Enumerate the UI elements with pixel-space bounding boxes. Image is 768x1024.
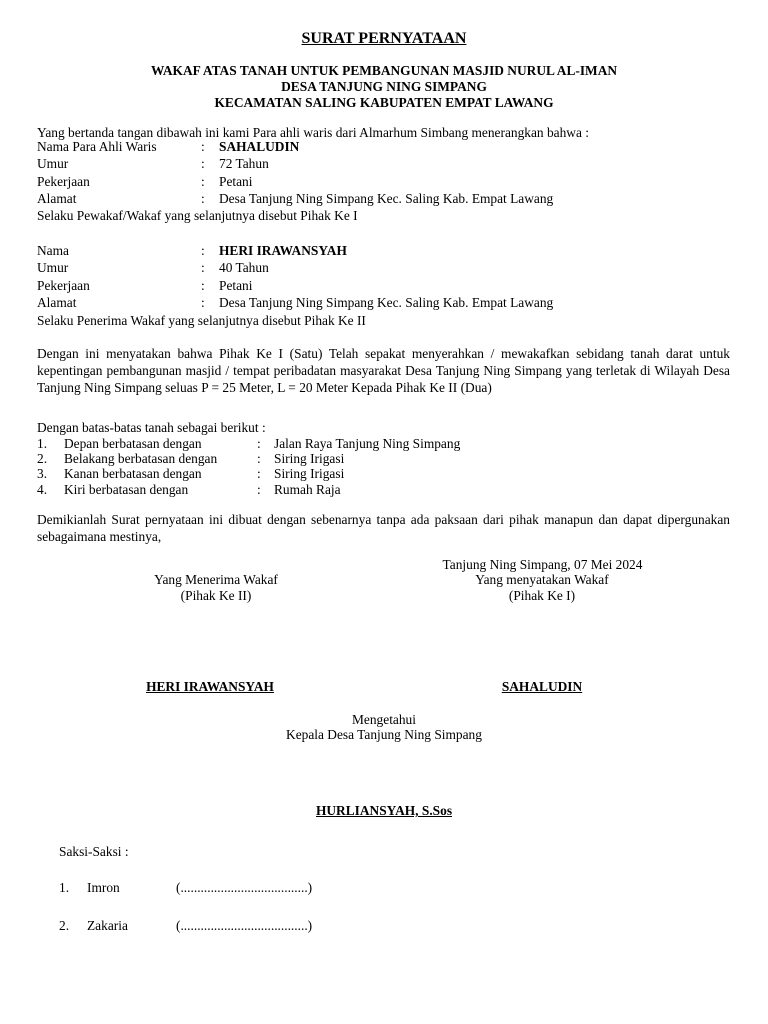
left-signature-name: HERI IRAWANSYAH (146, 679, 274, 694)
intro-text: Yang bertanda tangan dibawah ini kami Para ahli waris dari Almarhum Simbang menerangkan bahwa : (37, 125, 589, 140)
field-label: Alamat (37, 191, 77, 206)
field-colon: : (201, 139, 205, 154)
boundary-value: Siring Irigasi (274, 451, 345, 466)
subtitle-line-1: WAKAF ATAS TANAH UNTUK PEMBANGUNAN MASJID NURUL AL-IMAN (150, 63, 618, 78)
boundary-number: 2. (37, 451, 48, 466)
witness-number: 2. (59, 918, 70, 933)
field-label: Pekerjaan (37, 174, 90, 189)
pihak2-note: Selaku Penerima Wakaf yang selanjutnya disebut Pihak Ke II (37, 313, 366, 328)
boundary-value: Rumah Raja (274, 482, 341, 497)
village-head-name: HURLIANSYAH, S.Sos (315, 803, 453, 818)
pihak2-row-job (37, 277, 737, 294)
place-date: Tanjung Ning Simpang, 07 Mei 2024 (442, 557, 643, 572)
witness-signature-line: (......................................) (176, 880, 313, 895)
field-value: Desa Tanjung Ning Simpang Kec. Saling Kab. Empat Lawang (219, 295, 554, 310)
boundary-colon: : (257, 466, 261, 481)
pihak1-note: Selaku Pewakaf/Wakaf yang selanjutnya disebut Pihak Ke I (37, 208, 358, 223)
subtitle-line-2: DESA TANJUNG NING SIMPANG (281, 79, 487, 94)
field-label: Nama (37, 243, 69, 258)
witness-number: 1. (59, 880, 70, 895)
right-signature-role: Yang menyatakan Wakaf (475, 572, 609, 587)
closing-paragraph: Demikianlah Surat pernyataan ini dibuat dengan sebenarnya tanpa ada paksaan dari pihak manapun dan dapat dipergunakan sebagaimana mestinya, (37, 512, 730, 545)
witness-signature-line: (......................................) (176, 918, 313, 933)
boundary-value: Jalan Raya Tanjung Ning Simpang (274, 436, 461, 451)
boundary-colon: : (257, 436, 261, 451)
field-value: 72 Tahun (219, 156, 269, 171)
boundary-label: Depan berbatasan dengan (64, 436, 202, 451)
pihak1-row-name (37, 138, 737, 155)
field-value: HERI IRAWANSYAH (219, 243, 347, 258)
pihak1-row-job (37, 173, 737, 190)
field-label: Pekerjaan (37, 278, 90, 293)
boundary-label: Belakang berbatasan dengan (64, 451, 218, 466)
field-colon: : (201, 278, 205, 293)
pihak1-row-age (37, 155, 737, 172)
witnesses-label: Saksi-Saksi : (59, 844, 129, 859)
field-value: SAHALUDIN (219, 139, 300, 154)
pihak1-row-address (37, 190, 737, 207)
field-label: Alamat (37, 295, 77, 310)
acknowledge-label: Mengetahui (352, 712, 416, 727)
boundaries-intro: Dengan batas-batas tanah sebagai berikut : (37, 420, 266, 435)
boundary-label: Kanan berbatasan dengan (64, 466, 202, 481)
pihak2-row-name (37, 242, 737, 259)
witness-name: Zakaria (87, 918, 128, 933)
right-signature-party: (Pihak Ke I) (508, 588, 576, 603)
subtitle-line-3: KECAMATAN SALING KABUPATEN EMPAT LAWANG (214, 95, 554, 110)
right-signature-name: SAHALUDIN (501, 679, 583, 694)
field-label: Umur (37, 156, 69, 171)
field-colon: : (201, 243, 205, 258)
boundary-item (37, 465, 737, 482)
boundary-item (37, 481, 737, 498)
field-colon: : (201, 174, 205, 189)
acknowledge-title: Kepala Desa Tanjung Ning Simpang (286, 727, 482, 742)
document-title: SURAT PERNYATAAN (301, 30, 467, 47)
field-colon: : (201, 191, 205, 206)
boundary-number: 4. (37, 482, 48, 497)
boundary-label: Kiri berbatasan dengan (64, 482, 189, 497)
field-label: Umur (37, 260, 69, 275)
boundary-colon: : (257, 482, 261, 497)
field-colon: : (201, 295, 205, 310)
field-value: Petani (219, 278, 253, 293)
boundary-value: Siring Irigasi (274, 466, 345, 481)
field-colon: : (201, 260, 205, 275)
left-signature-role: Yang Menerima Wakaf (154, 572, 278, 587)
field-value: 40 Tahun (219, 260, 269, 275)
pihak2-row-address (37, 294, 737, 311)
pihak2-row-age (37, 259, 737, 276)
boundary-colon: : (257, 451, 261, 466)
boundary-number: 3. (37, 466, 48, 481)
field-value: Petani (219, 174, 253, 189)
statement-paragraph: Dengan ini menyatakan bahwa Pihak Ke I (Satu) Telah sepakat menyerahkan / mewakafkan sebidang tanah darat untuk kepentingan pembangunan masjid / tempat peribadatan masyarakat Desa Tanjung Ning Simpang yang terletak di Wilayah Desa Tanjung Ning Simpang seluas P = 25 Meter, L = 20 Meter Kepada Pihak Ke II (Dua) (37, 346, 730, 396)
witness-name: Imron (87, 880, 120, 895)
field-label: Nama Para Ahli Waris (37, 139, 157, 154)
field-colon: : (201, 156, 205, 171)
field-value: Desa Tanjung Ning Simpang Kec. Saling Kab. Empat Lawang (219, 191, 554, 206)
boundary-number: 1. (37, 436, 48, 451)
left-signature-party: (Pihak Ke II) (180, 588, 252, 603)
